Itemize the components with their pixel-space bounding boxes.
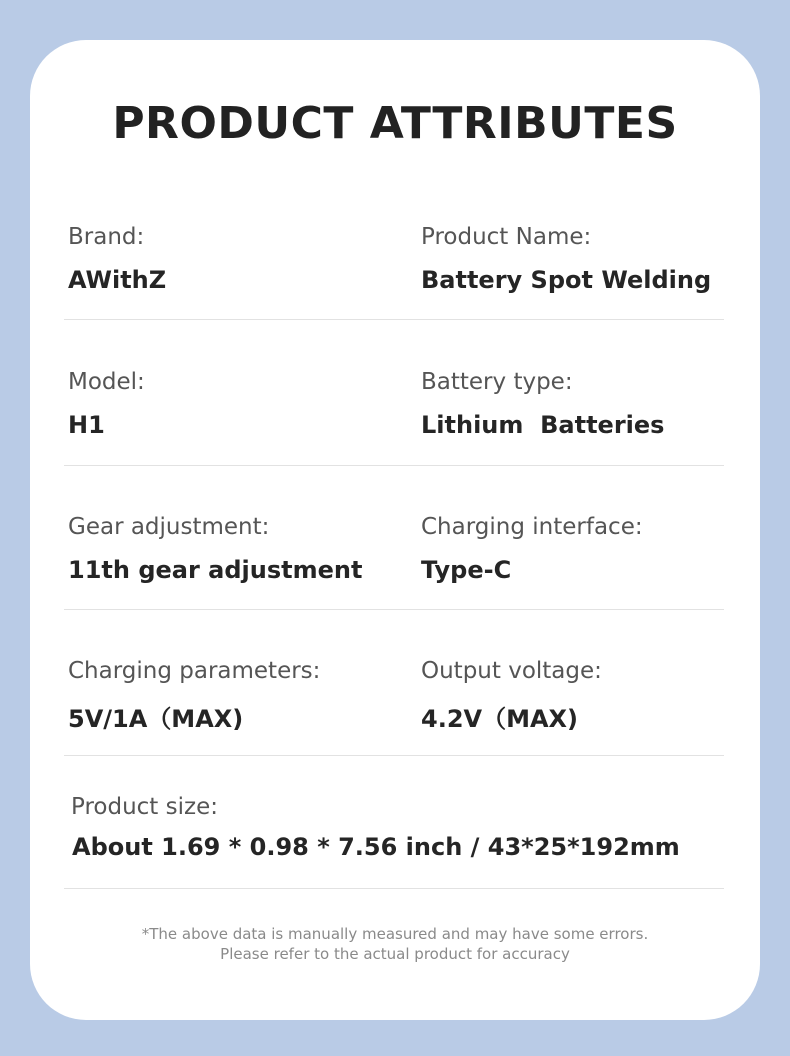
product-name-value: Battery Spot Welding	[421, 266, 712, 294]
page-title: PRODUCT ATTRIBUTES	[112, 98, 678, 149]
model-label: Model:	[68, 369, 145, 395]
footnote-line: Please refer to the actual product for accuracy	[220, 945, 570, 963]
product-name-label: Product Name:	[421, 224, 592, 250]
battery-type-label: Battery type:	[421, 369, 573, 395]
brand-value: AWithZ	[68, 266, 167, 294]
model-value: H1	[68, 411, 105, 439]
output-voltage-value: 4.2V（MAX)	[421, 705, 579, 733]
gear-adjustment-value: 11th gear adjustment	[68, 556, 363, 584]
charging-interface-value: Type-C	[421, 556, 512, 584]
divider	[64, 609, 724, 610]
brand-label: Brand:	[68, 224, 145, 250]
product-size-label: Product size:	[71, 794, 218, 820]
charging-interface-label: Charging interface:	[421, 514, 643, 540]
divider	[64, 755, 724, 756]
divider	[64, 319, 724, 320]
output-voltage-label: Output voltage:	[421, 658, 602, 684]
battery-type-value: Lithium Batteries	[421, 411, 665, 439]
charging-parameters-label: Charging parameters:	[68, 658, 321, 684]
attributes-card	[30, 40, 760, 1020]
charging-parameters-value: 5V/1A（MAX)	[68, 705, 244, 733]
footnote-line: *The above data is manually measured and may have some errors.	[141, 925, 649, 943]
divider	[64, 465, 724, 466]
gear-adjustment-label: Gear adjustment:	[68, 514, 270, 540]
divider	[64, 888, 724, 889]
product-size-value: About 1.69 * 0.98 * 7.56 inch / 43*25*192mm	[72, 833, 680, 861]
